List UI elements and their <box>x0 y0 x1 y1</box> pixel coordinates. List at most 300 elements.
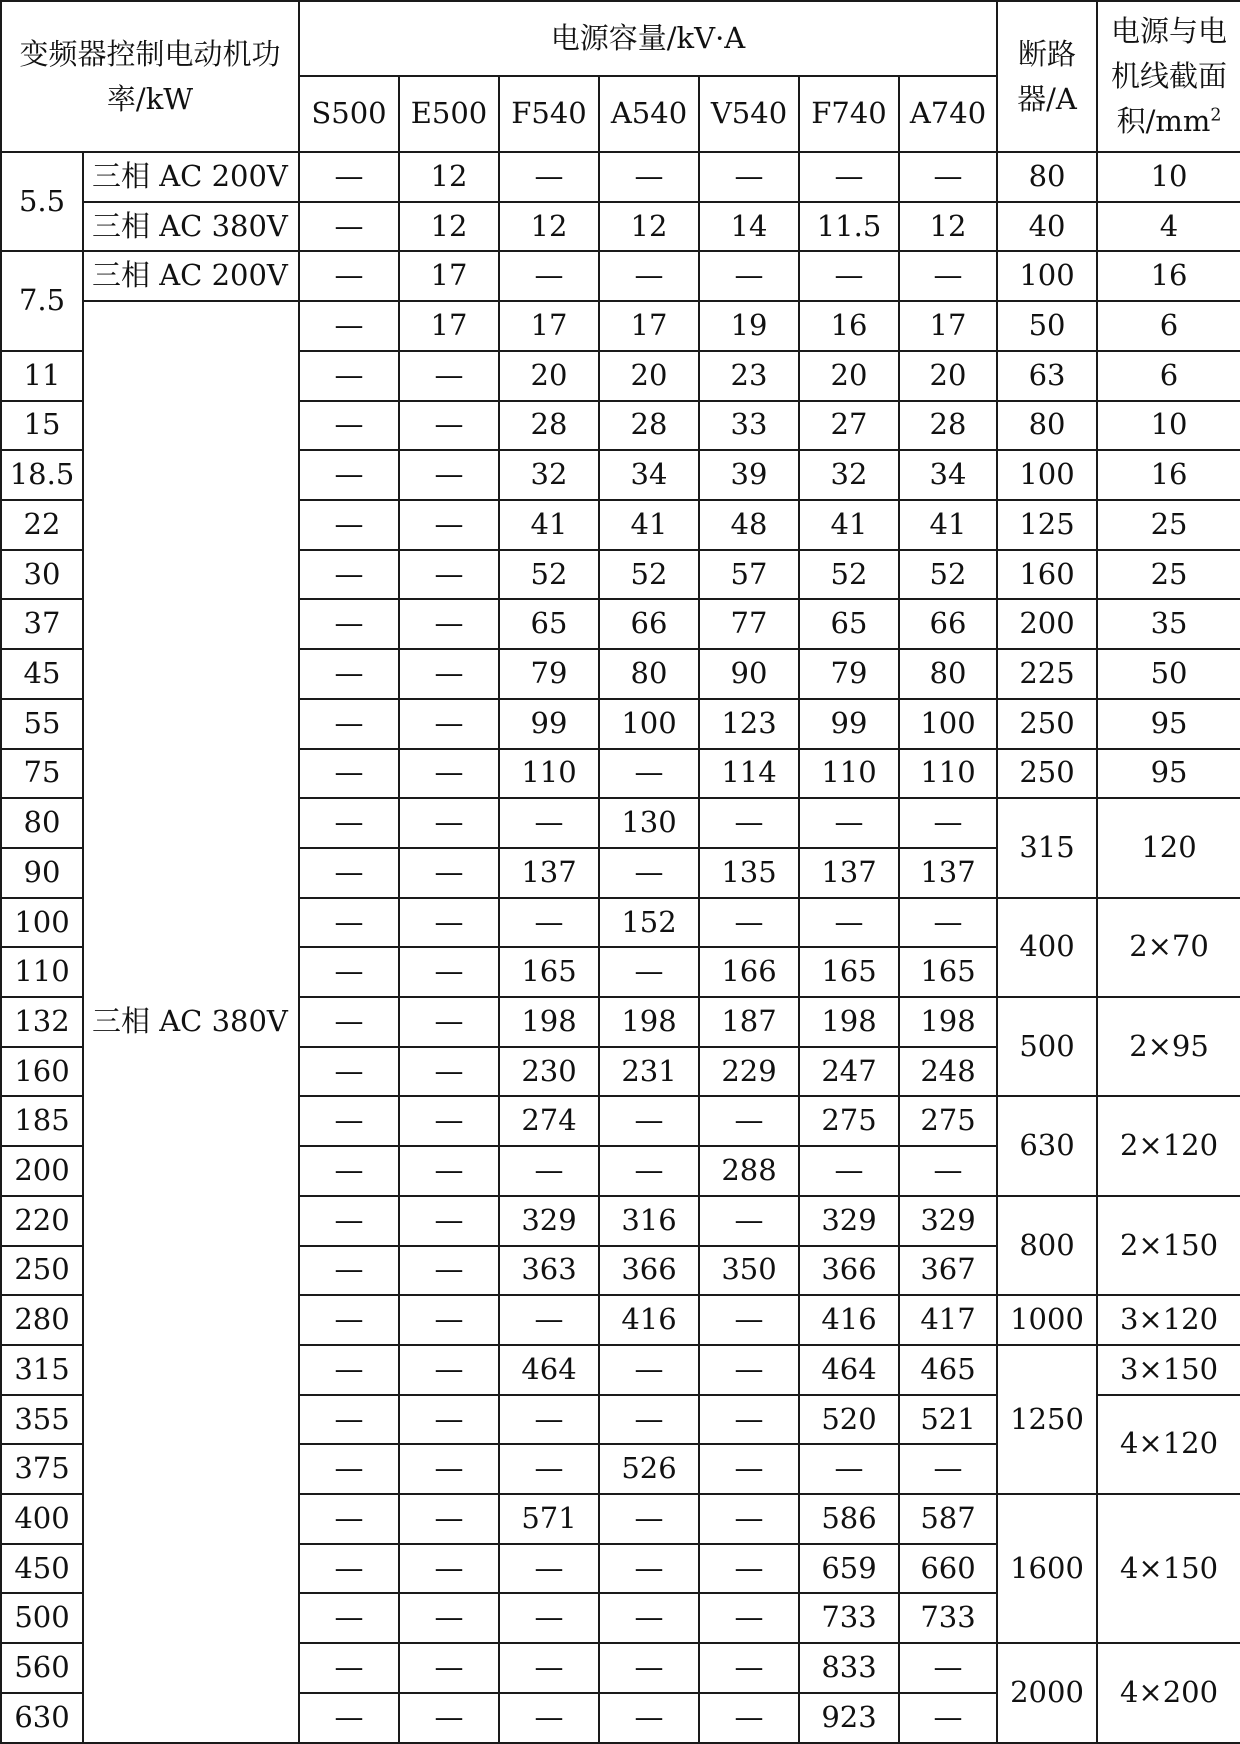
capacity-cell-a740: 367 <box>899 1246 997 1296</box>
breaker-cell: 400 <box>997 898 1097 997</box>
capacity-cell-v540: — <box>699 1693 799 1743</box>
motor-power-cell: 7.5 <box>1 251 83 350</box>
capacity-cell-v540: — <box>699 1593 799 1643</box>
capacity-cell-e500: — <box>399 1196 499 1246</box>
capacity-cell-a540: — <box>599 1544 699 1594</box>
breaker-cell: 100 <box>997 450 1097 500</box>
capacity-cell-f540: 20 <box>499 351 599 401</box>
capacity-cell-s500: — <box>299 1146 399 1196</box>
cable-cell: 2×70 <box>1097 898 1240 997</box>
capacity-cell-f540: 464 <box>499 1345 599 1395</box>
capacity-cell-f740: 275 <box>799 1096 899 1146</box>
capacity-cell-f540: 198 <box>499 997 599 1047</box>
capacity-cell-a740: — <box>899 1444 997 1494</box>
breaker-cell: 1000 <box>997 1295 1097 1345</box>
capacity-cell-s500: — <box>299 1494 399 1544</box>
capacity-cell-v540: 23 <box>699 351 799 401</box>
capacity-cell-a540: — <box>599 749 699 799</box>
capacity-cell-a740: 100 <box>899 699 997 749</box>
capacity-cell-s500: — <box>299 898 399 948</box>
capacity-cell-a540: — <box>599 947 699 997</box>
motor-power-cell: 160 <box>1 1047 83 1097</box>
cable-cell: 6 <box>1097 301 1240 351</box>
capacity-cell-v540: 288 <box>699 1146 799 1196</box>
capacity-cell-e500: — <box>399 1544 499 1594</box>
capacity-cell-v540: 48 <box>699 500 799 550</box>
capacity-cell-e500: — <box>399 1593 499 1643</box>
breaker-cell: 1600 <box>997 1494 1097 1643</box>
phase-cell: 三相 AC 200V <box>83 152 299 202</box>
capacity-cell-f540: 79 <box>499 649 599 699</box>
capacity-cell-e500: 12 <box>399 152 499 202</box>
capacity-cell-e500: — <box>399 351 499 401</box>
capacity-cell-v540: 229 <box>699 1047 799 1097</box>
capacity-cell-f540: 28 <box>499 401 599 451</box>
capacity-cell-e500: — <box>399 1494 499 1544</box>
capacity-cell-a740: 733 <box>899 1593 997 1643</box>
capacity-cell-f540: 363 <box>499 1246 599 1296</box>
capacity-cell-a740: — <box>899 798 997 848</box>
motor-power-cell: 15 <box>1 401 83 451</box>
capacity-cell-f740: 16 <box>799 301 899 351</box>
capacity-cell-e500: — <box>399 898 499 948</box>
capacity-cell-s500: — <box>299 649 399 699</box>
motor-power-cell: 220 <box>1 1196 83 1246</box>
capacity-cell-e500: — <box>399 997 499 1047</box>
capacity-cell-f740: 20 <box>799 351 899 401</box>
capacity-cell-a740: 587 <box>899 1494 997 1544</box>
header-model-v540: V540 <box>699 76 799 152</box>
capacity-cell-f740: 79 <box>799 649 899 699</box>
capacity-cell-a540: — <box>599 1593 699 1643</box>
capacity-cell-f540: 12 <box>499 202 599 252</box>
cable-cell: 95 <box>1097 699 1240 749</box>
motor-power-cell: 22 <box>1 500 83 550</box>
breaker-cell: 250 <box>997 699 1097 749</box>
header-cable-sup: 2 <box>1210 105 1222 126</box>
table-row <box>1 301 1240 351</box>
capacity-cell-e500: — <box>399 1096 499 1146</box>
capacity-cell-a740: 248 <box>899 1047 997 1097</box>
capacity-cell-f540: — <box>499 898 599 948</box>
capacity-cell-f740: — <box>799 251 899 301</box>
capacity-cell-v540: — <box>699 251 799 301</box>
capacity-cell-a540: — <box>599 1643 699 1693</box>
breaker-cell: 1250 <box>997 1345 1097 1494</box>
capacity-cell-v540: — <box>699 1196 799 1246</box>
capacity-cell-e500: — <box>399 1643 499 1693</box>
header-model-e500: E500 <box>399 76 499 152</box>
capacity-cell-e500: — <box>399 599 499 649</box>
capacity-cell-v540: 166 <box>699 947 799 997</box>
capacity-cell-a740: 465 <box>899 1345 997 1395</box>
cable-cell: 16 <box>1097 450 1240 500</box>
capacity-cell-a540: 20 <box>599 351 699 401</box>
motor-power-cell: 45 <box>1 649 83 699</box>
capacity-cell-a540: 526 <box>599 1444 699 1494</box>
capacity-cell-f740: 165 <box>799 947 899 997</box>
capacity-cell-a540: 366 <box>599 1246 699 1296</box>
capacity-cell-a740: 41 <box>899 500 997 550</box>
capacity-cell-s500: — <box>299 1096 399 1146</box>
breaker-cell: 315 <box>997 798 1097 897</box>
capacity-cell-f540: 41 <box>499 500 599 550</box>
capacity-cell-v540: 187 <box>699 997 799 1047</box>
capacity-cell-a740: 198 <box>899 997 997 1047</box>
capacity-cell-f540: 571 <box>499 1494 599 1544</box>
breaker-cell: 160 <box>997 550 1097 600</box>
capacity-cell-e500: — <box>399 947 499 997</box>
capacity-cell-a540: 130 <box>599 798 699 848</box>
capacity-cell-f540: — <box>499 152 599 202</box>
capacity-cell-a540: — <box>599 152 699 202</box>
motor-power-cell: 5.5 <box>1 152 83 251</box>
header-motor-power: 变频器控制电动机功率/kW <box>1 1 299 152</box>
cable-cell: 10 <box>1097 152 1240 202</box>
capacity-cell-f540: 274 <box>499 1096 599 1146</box>
capacity-cell-f540: 52 <box>499 550 599 600</box>
breaker-cell: 200 <box>997 599 1097 649</box>
motor-power-cell: 250 <box>1 1246 83 1296</box>
cable-cell: 6 <box>1097 351 1240 401</box>
capacity-cell-f540: 329 <box>499 1196 599 1246</box>
capacity-cell-e500: — <box>399 699 499 749</box>
capacity-cell-s500: — <box>299 450 399 500</box>
capacity-cell-a740: — <box>899 1693 997 1743</box>
cable-cell: 4×120 <box>1097 1395 1240 1494</box>
capacity-cell-e500: — <box>399 550 499 600</box>
capacity-cell-a740: 20 <box>899 351 997 401</box>
capacity-cell-f740: 329 <box>799 1196 899 1246</box>
breaker-cell: 100 <box>997 251 1097 301</box>
breaker-cell: 80 <box>997 152 1097 202</box>
breaker-cell: 63 <box>997 351 1097 401</box>
cable-cell: 2×120 <box>1097 1096 1240 1195</box>
capacity-cell-f740: 52 <box>799 550 899 600</box>
header-cable <box>1097 1 1240 152</box>
breaker-cell: 80 <box>997 401 1097 451</box>
motor-power-cell: 132 <box>1 997 83 1047</box>
capacity-cell-f740: 659 <box>799 1544 899 1594</box>
capacity-cell-e500: — <box>399 401 499 451</box>
capacity-cell-f540: 17 <box>499 301 599 351</box>
breaker-cell: 125 <box>997 500 1097 550</box>
capacity-cell-s500: — <box>299 500 399 550</box>
motor-power-cell: 500 <box>1 1593 83 1643</box>
motor-power-cell: 375 <box>1 1444 83 1494</box>
capacity-cell-v540: 57 <box>699 550 799 600</box>
cable-cell: 16 <box>1097 251 1240 301</box>
capacity-cell-v540: — <box>699 1544 799 1594</box>
capacity-cell-v540: 114 <box>699 749 799 799</box>
capacity-cell-v540: — <box>699 798 799 848</box>
capacity-cell-f740: — <box>799 1146 899 1196</box>
capacity-cell-e500: 17 <box>399 251 499 301</box>
cable-cell: 10 <box>1097 401 1240 451</box>
capacity-cell-f540: — <box>499 1643 599 1693</box>
header-capacity: 电源容量/kV·A <box>299 1 997 76</box>
motor-power-cell: 560 <box>1 1643 83 1693</box>
capacity-cell-v540: — <box>699 898 799 948</box>
motor-power-cell: 200 <box>1 1146 83 1196</box>
cable-cell: 2×150 <box>1097 1196 1240 1295</box>
capacity-cell-a740: 165 <box>899 947 997 997</box>
capacity-cell-a540: — <box>599 1395 699 1445</box>
capacity-cell-f740: 198 <box>799 997 899 1047</box>
capacity-cell-f740: 923 <box>799 1693 899 1743</box>
table-row <box>1 251 1240 301</box>
capacity-cell-s500: — <box>299 550 399 600</box>
cable-cell: 3×120 <box>1097 1295 1240 1345</box>
motor-power-cell: 110 <box>1 947 83 997</box>
capacity-cell-v540: 135 <box>699 848 799 898</box>
motor-power-cell: 55 <box>1 699 83 749</box>
capacity-cell-a540: 17 <box>599 301 699 351</box>
capacity-cell-e500: — <box>399 1047 499 1097</box>
capacity-cell-f740: 733 <box>799 1593 899 1643</box>
capacity-cell-a740: 110 <box>899 749 997 799</box>
capacity-cell-v540: — <box>699 152 799 202</box>
header-model-f540: F540 <box>499 76 599 152</box>
breaker-cell: 250 <box>997 749 1097 799</box>
capacity-cell-f540: 99 <box>499 699 599 749</box>
capacity-cell-v540: — <box>699 1444 799 1494</box>
capacity-cell-f740: 110 <box>799 749 899 799</box>
motor-power-cell: 30 <box>1 550 83 600</box>
capacity-cell-v540: 90 <box>699 649 799 699</box>
capacity-cell-e500: — <box>399 450 499 500</box>
capacity-cell-a540: 12 <box>599 202 699 252</box>
phase-cell: 三相 AC 380V <box>83 301 299 1743</box>
cable-cell: 50 <box>1097 649 1240 699</box>
capacity-cell-f740: — <box>799 152 899 202</box>
capacity-cell-s500: — <box>299 798 399 848</box>
breaker-cell: 225 <box>997 649 1097 699</box>
capacity-cell-v540: 19 <box>699 301 799 351</box>
capacity-cell-f740: 11.5 <box>799 202 899 252</box>
capacity-cell-s500: — <box>299 1643 399 1693</box>
capacity-cell-s500: — <box>299 1047 399 1097</box>
capacity-cell-a540: 34 <box>599 450 699 500</box>
capacity-cell-s500: — <box>299 848 399 898</box>
capacity-cell-s500: — <box>299 1444 399 1494</box>
capacity-cell-a740: — <box>899 1643 997 1693</box>
cable-cell: 4×150 <box>1097 1494 1240 1643</box>
capacity-cell-f740: 27 <box>799 401 899 451</box>
capacity-cell-a740: 329 <box>899 1196 997 1246</box>
capacity-cell-a540: — <box>599 251 699 301</box>
cable-cell: 35 <box>1097 599 1240 649</box>
cable-cell: 25 <box>1097 500 1240 550</box>
capacity-cell-f540: — <box>499 1544 599 1594</box>
capacity-cell-f740: 833 <box>799 1643 899 1693</box>
capacity-cell-f540: 65 <box>499 599 599 649</box>
capacity-cell-f740: 520 <box>799 1395 899 1445</box>
header-cable-text: 电源与电机线截面积/mm <box>1111 14 1228 138</box>
capacity-cell-a740: 417 <box>899 1295 997 1345</box>
capacity-cell-f540: — <box>499 1444 599 1494</box>
capacity-cell-a540: — <box>599 848 699 898</box>
motor-power-cell: 280 <box>1 1295 83 1345</box>
capacity-cell-s500: — <box>299 1693 399 1743</box>
capacity-cell-e500: — <box>399 1345 499 1395</box>
capacity-cell-s500: — <box>299 1345 399 1395</box>
capacity-cell-a740: 52 <box>899 550 997 600</box>
cable-cell: 25 <box>1097 550 1240 600</box>
capacity-cell-s500: — <box>299 152 399 202</box>
header-model-a540: A540 <box>599 76 699 152</box>
capacity-cell-s500: — <box>299 1593 399 1643</box>
capacity-cell-e500: 12 <box>399 202 499 252</box>
capacity-cell-f540: — <box>499 1395 599 1445</box>
capacity-cell-f740: 586 <box>799 1494 899 1544</box>
capacity-cell-f740: 464 <box>799 1345 899 1395</box>
motor-power-cell: 185 <box>1 1096 83 1146</box>
capacity-cell-v540: — <box>699 1295 799 1345</box>
motor-power-cell: 75 <box>1 749 83 799</box>
capacity-cell-v540: 77 <box>699 599 799 649</box>
capacity-cell-e500: 17 <box>399 301 499 351</box>
capacity-cell-s500: — <box>299 947 399 997</box>
motor-power-cell: 630 <box>1 1693 83 1743</box>
header-model-s500: S500 <box>299 76 399 152</box>
capacity-cell-a740: — <box>899 898 997 948</box>
header-model-a740: A740 <box>899 76 997 152</box>
capacity-cell-a540: 41 <box>599 500 699 550</box>
breaker-cell: 800 <box>997 1196 1097 1295</box>
capacity-cell-a540: 152 <box>599 898 699 948</box>
breaker-cell: 500 <box>997 997 1097 1096</box>
capacity-cell-v540: — <box>699 1494 799 1544</box>
capacity-cell-v540: 350 <box>699 1246 799 1296</box>
capacity-cell-s500: — <box>299 401 399 451</box>
capacity-cell-a540: 416 <box>599 1295 699 1345</box>
motor-power-cell: 315 <box>1 1345 83 1395</box>
capacity-cell-s500: — <box>299 1295 399 1345</box>
capacity-cell-a540: 100 <box>599 699 699 749</box>
capacity-cell-s500: — <box>299 301 399 351</box>
capacity-cell-s500: — <box>299 1544 399 1594</box>
capacity-cell-e500: — <box>399 1146 499 1196</box>
capacity-cell-a540: 66 <box>599 599 699 649</box>
capacity-cell-v540: 123 <box>699 699 799 749</box>
capacity-cell-f740: 32 <box>799 450 899 500</box>
motor-power-cell: 80 <box>1 798 83 848</box>
capacity-cell-a540: — <box>599 1693 699 1743</box>
capacity-cell-s500: — <box>299 251 399 301</box>
capacity-cell-a740: 275 <box>899 1096 997 1146</box>
capacity-cell-f740: 65 <box>799 599 899 649</box>
phase-cell: 三相 AC 380V <box>83 202 299 252</box>
capacity-cell-f740: — <box>799 898 899 948</box>
cable-cell: 4×200 <box>1097 1643 1240 1743</box>
capacity-cell-a740: 17 <box>899 301 997 351</box>
capacity-cell-f540: 32 <box>499 450 599 500</box>
capacity-cell-a740: — <box>899 1146 997 1196</box>
capacity-cell-e500: — <box>399 848 499 898</box>
header-model-f740: F740 <box>799 76 899 152</box>
capacity-cell-a740: 28 <box>899 401 997 451</box>
capacity-cell-f540: — <box>499 1146 599 1196</box>
breaker-cell: 50 <box>997 301 1097 351</box>
capacity-cell-a540: — <box>599 1345 699 1395</box>
capacity-cell-v540: — <box>699 1096 799 1146</box>
cable-cell: 95 <box>1097 749 1240 799</box>
capacity-cell-e500: — <box>399 649 499 699</box>
capacity-cell-a540: — <box>599 1494 699 1544</box>
capacity-cell-v540: — <box>699 1395 799 1445</box>
table-row <box>1 202 1240 252</box>
capacity-cell-v540: 33 <box>699 401 799 451</box>
capacity-cell-f540: 137 <box>499 848 599 898</box>
capacity-cell-s500: — <box>299 749 399 799</box>
capacity-cell-s500: — <box>299 1196 399 1246</box>
capacity-cell-e500: — <box>399 1246 499 1296</box>
cable-cell: 120 <box>1097 798 1240 897</box>
capacity-cell-f540: — <box>499 1295 599 1345</box>
capacity-cell-f540: — <box>499 1593 599 1643</box>
capacity-cell-f540: — <box>499 251 599 301</box>
capacity-cell-a740: 660 <box>899 1544 997 1594</box>
motor-power-cell: 37 <box>1 599 83 649</box>
phase-cell: 三相 AC 200V <box>83 251 299 301</box>
motor-power-cell: 400 <box>1 1494 83 1544</box>
capacity-cell-a740: — <box>899 251 997 301</box>
capacity-cell-f740: 366 <box>799 1246 899 1296</box>
capacity-cell-a740: 137 <box>899 848 997 898</box>
capacity-cell-a740: 66 <box>899 599 997 649</box>
motor-power-cell: 90 <box>1 848 83 898</box>
capacity-cell-e500: — <box>399 500 499 550</box>
cable-cell: 3×150 <box>1097 1345 1240 1395</box>
capacity-cell-s500: — <box>299 599 399 649</box>
capacity-cell-f540: 165 <box>499 947 599 997</box>
capacity-cell-a540: — <box>599 1096 699 1146</box>
capacity-cell-a540: 198 <box>599 997 699 1047</box>
capacity-cell-a740: — <box>899 152 997 202</box>
capacity-cell-f540: 110 <box>499 749 599 799</box>
capacity-cell-f740: 247 <box>799 1047 899 1097</box>
capacity-cell-f740: 137 <box>799 848 899 898</box>
motor-power-cell: 18.5 <box>1 450 83 500</box>
capacity-cell-a740: 12 <box>899 202 997 252</box>
table-row <box>1 152 1240 202</box>
capacity-cell-s500: — <box>299 202 399 252</box>
motor-power-cell: 11 <box>1 351 83 401</box>
capacity-cell-f740: 416 <box>799 1295 899 1345</box>
capacity-cell-a740: 521 <box>899 1395 997 1445</box>
capacity-cell-s500: — <box>299 699 399 749</box>
motor-power-cell: 100 <box>1 898 83 948</box>
capacity-cell-v540: 39 <box>699 450 799 500</box>
capacity-cell-f540: 230 <box>499 1047 599 1097</box>
capacity-cell-f740: — <box>799 798 899 848</box>
capacity-cell-a740: 80 <box>899 649 997 699</box>
capacity-cell-e500: — <box>399 1444 499 1494</box>
breaker-cell: 40 <box>997 202 1097 252</box>
breaker-cell: 2000 <box>997 1643 1097 1743</box>
cable-cell: 4 <box>1097 202 1240 252</box>
capacity-cell-e500: — <box>399 749 499 799</box>
capacity-cell-s500: — <box>299 1246 399 1296</box>
breaker-cell: 630 <box>997 1096 1097 1195</box>
motor-power-cell: 355 <box>1 1395 83 1445</box>
capacity-cell-a540: 28 <box>599 401 699 451</box>
capacity-cell-a540: 52 <box>599 550 699 600</box>
capacity-cell-e500: — <box>399 1295 499 1345</box>
header-breaker: 断路器/A <box>997 1 1097 152</box>
capacity-cell-v540: — <box>699 1345 799 1395</box>
